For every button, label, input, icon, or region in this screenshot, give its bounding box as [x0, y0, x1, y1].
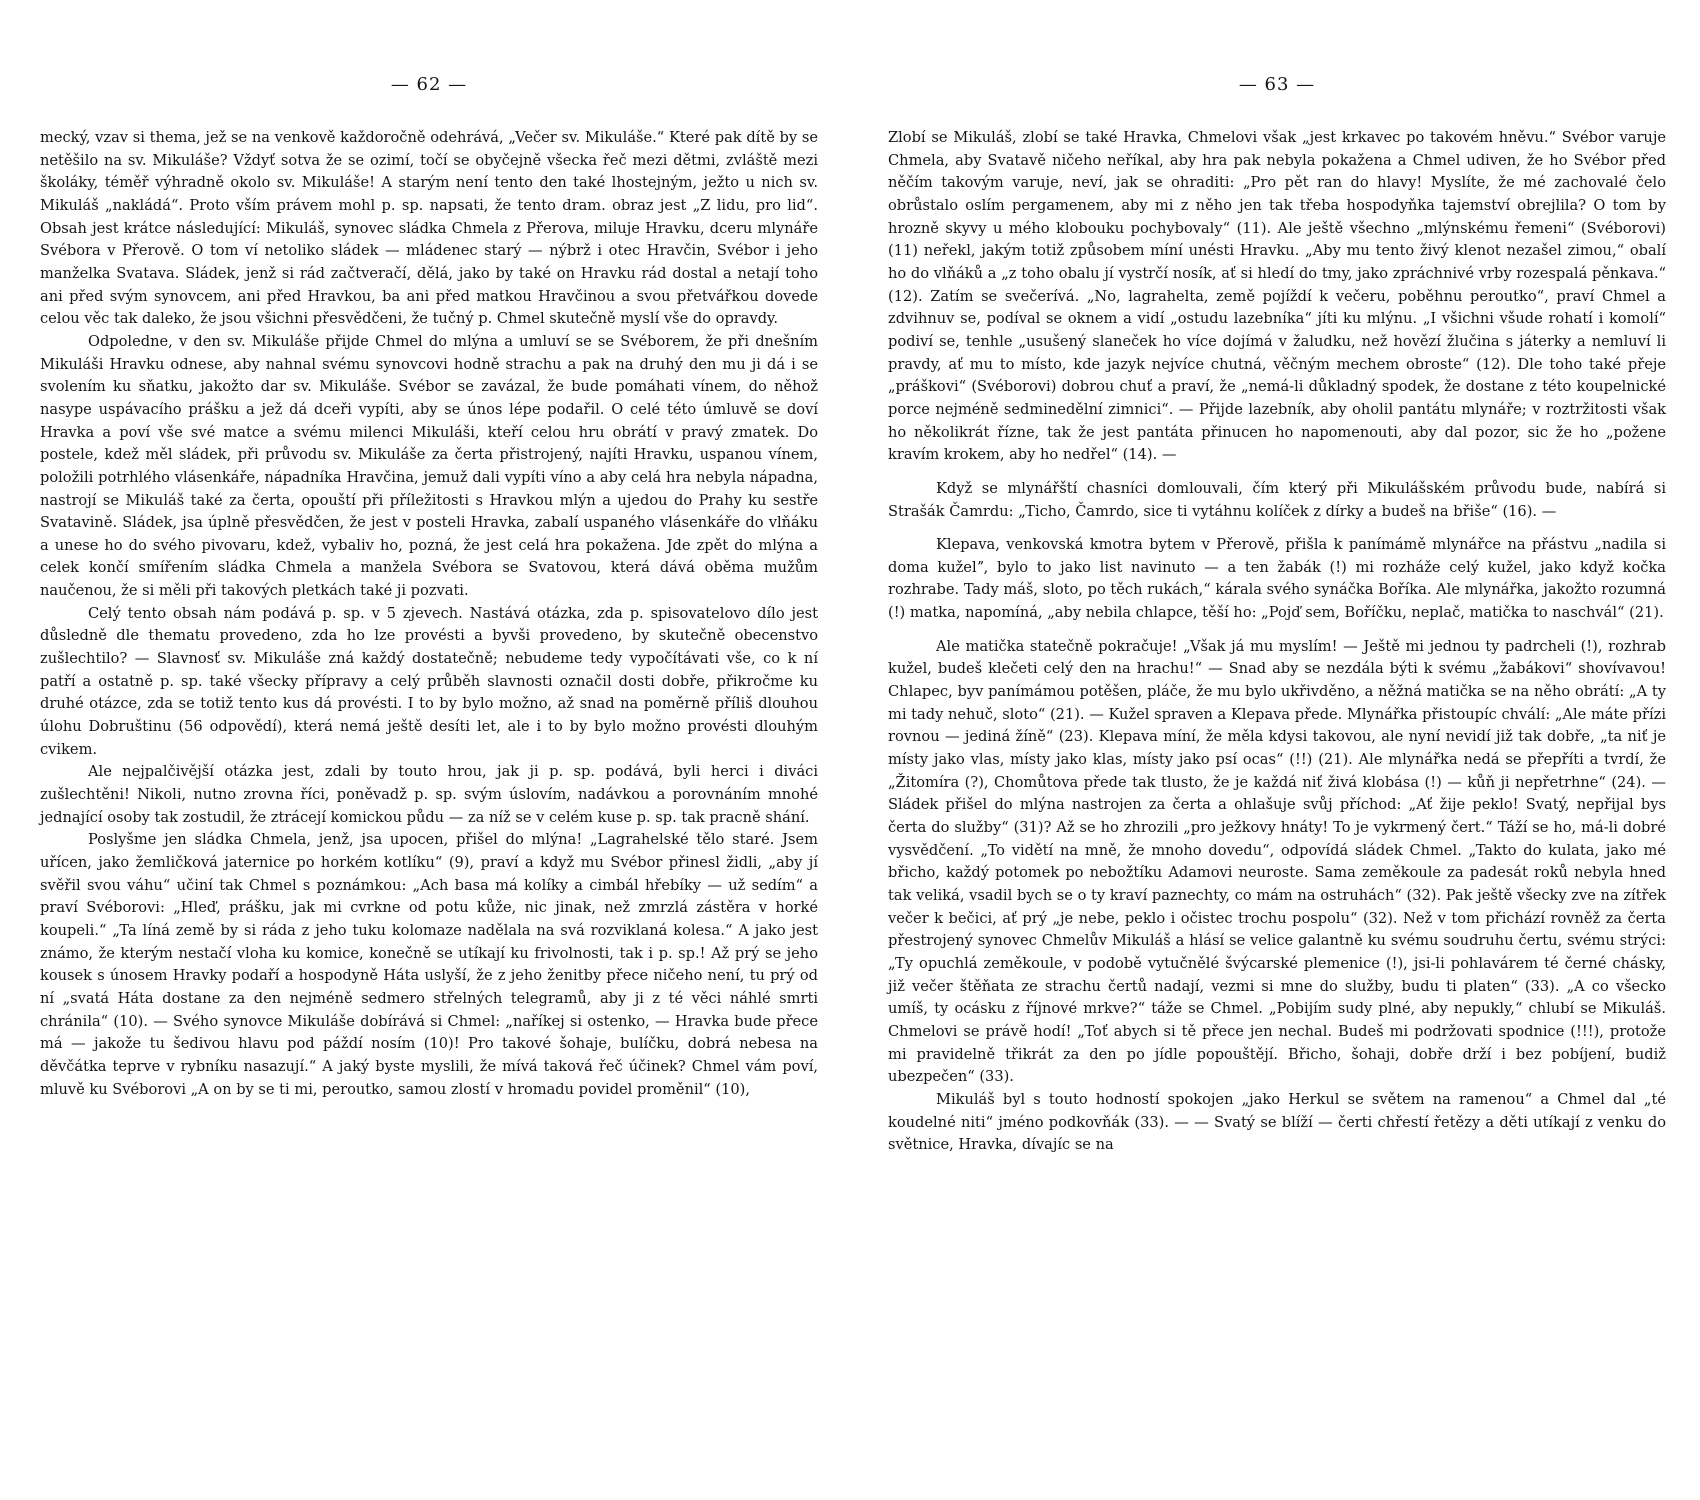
- paragraph: Celý tento obsah nám podává p. sp. v 5 zjevech. Nastává otázka, zda p. spisovatelovo dílo jest důsledně dle thematu provedeno, zda ho lze provésti a byvši provedeno, by skutečně obecenstvo zušlechtilo? — Slavnosť sv. Mikuláše zná každý dostatečně; nebudeme tedy vypočítávati vše, co k ní patří a ostatně p. sp. také všecky přípravy a celý průběh slavnosti označil dosti dobře, přikročme ku druhé otázce, zda se totiž tento kus dá provésti. I to by bylo možno, až snad na poměrně příliš dlouhou úlohu Dobruštinu (56 odpovědí), která nemá ještě desíti let, ale i to by bylo možno provésti dlouhým cvikem.: [40, 604, 818, 758]
- paragraph: Odpoledne, v den sv. Mikuláše přijde Chmel do mlýna a umluví se se Svéborem, že při dnešním Mikuláši Hravku odnese, aby nahnal svému synovcovi hodně strachu a pak na druhý den mu ji dá i se svolením ku sňatku, jakožto dar sv. Mikuláše. Svébor se zavázal, že bude pomáhati vínem, do něhož nasype uspávacího prášku a jež dá dceři vypíti, aby se únos lépe podařil. O celé této úmluvě se doví Hravka a poví vše své matce a svému milenci Mikuláši, kteří celou hru obrátí v pravý zmatek. Do postele, kdež měl sládek, při průvodu sv. Mikuláše za čerta přistrojený, najíti Hravku, uspanou vínem, položili potrhlého vlásenkáře, nápadníka Hravčina, jemuž dali vypíti víno a aby celá hra nebyla nápadna, nastrojí se Mikuláš také za čerta, opouští při příležitosti s Hravkou mlýn a ujedou do Prahy ku sestře Svatavině. Sládek, jsa úplně přesvědčen, že jest v posteli Hravka, zabalí uspaného vlásenkáře do vlňáku a unese ho do svého pivovaru, kdež, vybaliv ho, pozná, že jest celá hra pokažena. Jde zpět do mlýna a celek končí smířením sládka Chmela a manžela Svébora se Svatovou, která dává oběma mužům naučenou, že si měli při takových pletkách také ji pozvati.: [40, 332, 818, 600]
- paragraph: Mikuláš byl s touto hodností spokojen „jako Herkul se světem na ramenou“ a Chmel dal „té koudelné niti“ jméno podkovňák (33). — — Svatý se blíží — čerti chřestí řetězy a děti utíkají z venku do světnice, Hravka, dívajíc se na: [888, 1090, 1666, 1154]
- paragraph: Klepava, venkovská kmotra bytem v Přerově, přišla k panímámě mlynářce na přástvu „nadila si doma kuželˮ, bylo to jako list navinuto — a ten žabák (!) mi rozháže celý kužel, jako když kočka rozhrabe. Tady máš, sloto, po těch rukách,“ kárala svého synáčka Boříka. Ale mlynářka, jakožto rozumná (!) matka, napomíná, „aby nebila chlapce, těší ho: „Pojď sem, Boříčku, neplač, matička to naschvál“ (21).: [888, 536, 1666, 622]
- paragraph: Ale nejpalčivější otázka jest, zdali by touto hrou, jak ji p. sp. podává, byli herci i diváci zušlechtěni! Nikoli, nutno zrovna říci, poněvadž p. sp. svým úslovím, nadávkou a porovnáním mnohé jednající osoby tak zostudil, že ztrácejí komickou půdu — za níž se v celém kuse p. sp. tak pracně shání.: [40, 763, 818, 826]
- page-body: [888, 127, 1666, 1157]
- page-number: — 63 —: [1238, 74, 1316, 95]
- paragraph: Zlobí se Mikuláš, zlobí se také Hravka, Chmelovi však „jest krkavec po takovém hněvu.“ Svébor varuje Chmela, aby Svatavě ničeho neříkal, aby hra pak nebyla pokažena a Chmel udiven, že ho Svébor před něčím takovým varuje, neví, jak se ohraditi: „Pro pět ran do hlavy! Myslíte, že mé zachovalé čelo obrůstalo oslím pergamenem, aby mi z něho jen tak třeba hospodyňka tajemství obrejlila? O tom by hrozně skyvy u mého klobouku pochybovaly“ (11). Ale ještě všechno „mlýnskému řemeni“ (Svéborovi) (11) neřekl, jakým totiž způsobem míní unésti Hravku. „Aby mu tento živý klenot nezašel zimou,“ obalí ho do vlňáků a „z toho obalu jí vystrčí nosík, ať si hledí do tmy, jako zpráchnivé vrby rozespalá pěnkava.“ (12). Zatím se svečerívá. „No, lagrahelta, země pojíždí k večeru, poběhnu peroutko“, praví Chmel a zdvihnuv se, podíval se oknem a vidí „ostudu lazebníka“ jíti ku mlýnu. „I všichni všude rohatí i komolí“ podiví se, tenhle „usušený slaneček ho více dojímá v žaludku, než hovězí žlučina s játerky a nemluví li pravdy, ať mu to místo, kde jazyk nejvíce chutná, věčným mechem obroste“ (12). Dle toho také přeje „práškovi“ (Svéborovi) dobrou chuť a praví, že „nemá-li důkladný spodek, že dostane z této koupelnické porce nejméně sedminedělní zimnici“. — Přijde lazebník, aby oholil pantátu mlynáře; v roztržitosti však ho několikrát řízne, tak že jest pantáta přinucen ho napomenouti, aby dal pozor, sic že ho „požene kravím krokem, aby ho nedřel“ (14). —: [888, 129, 1666, 464]
- paragraph: Poslyšme jen sládka Chmela, jenž, jsa upocen, přišel do mlýna! „Lagrahelské tělo staré. Jsem uřícen, jako žemličková jaternice po horkém kotlíku“ (9), praví a když mu Svébor přinesl židli, „aby jí svěřil svou váhu“ učiní tak Chmel s poznámkou: „Ach basa má kolíky a cimbál hřebíky — už sedím“ a praví Svéborovi: „Hleď, prášku, jak mi cvrkne od potu kůže, nic jinak, než zmrzlá zástěra v horké koupeli.“ „Ta líná země by si ráda z jeho tuku kolomaze nadělala na svá rozviklaná kolesa.“ A jako jest známo, že kterým nestačí vloha ku komice, konečně se utíkají ku frivolnosti, tak i p. sp.! Až prý se jeho kousek s únosem Hravky podaří a hospodyně Háta uslyší, že z jeho ženitby přece ničeho není, tu prý od ní „svatá Háta dostane za den nejméně sedmero střelných telegramů, aby ji z té věci náhlé smrti chránila“ (10). — Svého synovce Mikuláše dobírává si Chmel: „naříkej si ostenko, — Hravka bude přece má — jakože tu šedivou hlavu pod páždí nosím (10)! Pro takové šohaje, bulíčku, dobrá nebesa na děvčátka teprve v rybníku nasazují.“ A jaký byste myslili, že mívá taková řeč účinek? Chmel vám poví, mluvě ku Svéborovi „A on by se ti mi, peroutko, samou zlostí v hromadu povidel proměnil“ (10),: [40, 831, 818, 1098]
- page-number: — 62 —: [390, 74, 468, 95]
- right-page: [888, 0, 1666, 1500]
- paragraph: Ale matička statečně pokračuje! „Však já mu myslím! — Ještě mi jednou ty padrcheli (!), rozhrab kužel, budeš klečeti celý den na hrachu!“ — Snad aby se nezdála býti k svému „žabákovi“ shovívavou! Chlapec, byv panímámou potěšen, pláče, že mu bylo ukřivděno, a něžná matička se na něho obrátí: „A ty mi tady nehuč, sloto“ (21). — Kužel spraven a Klepava přede. Mlynářka přistoupíc chválí: „Ale máte přízi rovnou — jediná žíně“ (23). Klepava míní, že měla kdysi takovou, ale nyní nevidí již tak dobře, „ta niť je místy jako vlas, místy jako klas, místy jako psí ocas“ (!!) (21). Ale mlynářka nedá se přepříti a tvrdí, že „Žitomíra (?), Chomůtova přede tak tlusto, že je každá niť živá klobása (!) — kůň ji nepřetrhne“ (24). — Sládek přišel do mlýna nastrojen za čerta a ohlašuje svůj příchod: „Ať žije peklo! Svatý, nepřijal bys čerta do služby“ (31)? Až se ho zhrozili „pro ježkovy hnáty! To je vykrmený čert.“ Táží se ho, má-li dobré vysvědčení. „To vidětí na mně, že mnoho dovedu“, odpovídá sládek Chmel. „Takto do kulata, jako mé břicho, každý potomek po nebožtíku Adamovi neuroste. Sama zeměkoule za padesát roků nebyla hned tak veliká, vsadil bych se o ty kraví paznechty, co mám na ostruhách“ (32). Pak ještě všecky zve na zítřek večer k bečici, ať prý „je nebe, peklo i očistec trochu pospolu“ (32). Než v tom přichází rovněž za čerta přestrojený synovec Chmelův Mikuláš a hlásí se velice galantně ku svému soudruhu čertu, svému strýci: „Ty opuchlá zeměkoule, v podobě vytučnělé švýcarské plemenice (!), jsi-li pohlavárem té černé chásky, již večer štěňata ze strachu čertů nadají, vezmi si mne do služby, budu ti platen“ (33). „A co všecko umíš, ty ocásku z říjnové mrkve?“ táže se Chmel. „Pobijím sudy plné, aby nepukly,“ chlubí se Mikuláš. Chmelovi se právě hodí! „Toť abych si tě přece jen nechal. Budeš mi podržovati spodnice (!!!), protože mi pravidelně třikrát za den po jídle popouštějí. Břicho, šohaji, dobře drží i bez pobíjení, budiž ubezpečen“ (33).: [888, 637, 1666, 1086]
- left-page: [40, 0, 818, 1500]
- paragraph: Když se mlynářští chasníci domlouvali, čím který při Mikulášském průvodu bude, nabírá si Strašák Čamrdu: „Ticho, Čamrdo, sice ti vytáhnu kolíček z dírky a budeš na břiše“ (16). —: [888, 479, 1666, 520]
- page-body: [40, 127, 818, 1101]
- paragraph: mecký, vzav si thema, jež se na venkově každoročně odehrává, „Večer sv. Mikuláše.“ Které pak dítě by se netěšilo na sv. Mikuláše? Vždyť sotva že se ozimí, točí se obyčejně všecka řeč mezi dětmi, zvláště mezi školáky, téměř výhradně okolo sv. Mikuláše! A starým není tento den také lhostejným, ježto u nich sv. Mikuláš „nakládá“. Proto vším právem mohl p. sp. napsati, že tento dram. obraz jest „Z lidu, pro lid“. Obsah jest krátce následující: Mikuláš, synovec sládka Chmela z Přerova, miluje Hravku, dceru mlynáře Svébora v Přerově. O tom ví netoliko sládek — mládenec starý — nýbrž i otec Hravčin, Svébor i jeho manželka Svatava. Sládek, jenž si rád začtveračí, dělá, jako by také on Hravku rád dostal a netají toho ani před svým synovcem, ani před Hravkou, ba ani před matkou Hravčinou a svou přetvářkou dovede celou věc tak daleko, že jsou všichni přesvědčeni, že tučný p. Chmel skutečně myslí vše do opravdy.: [40, 129, 818, 328]
